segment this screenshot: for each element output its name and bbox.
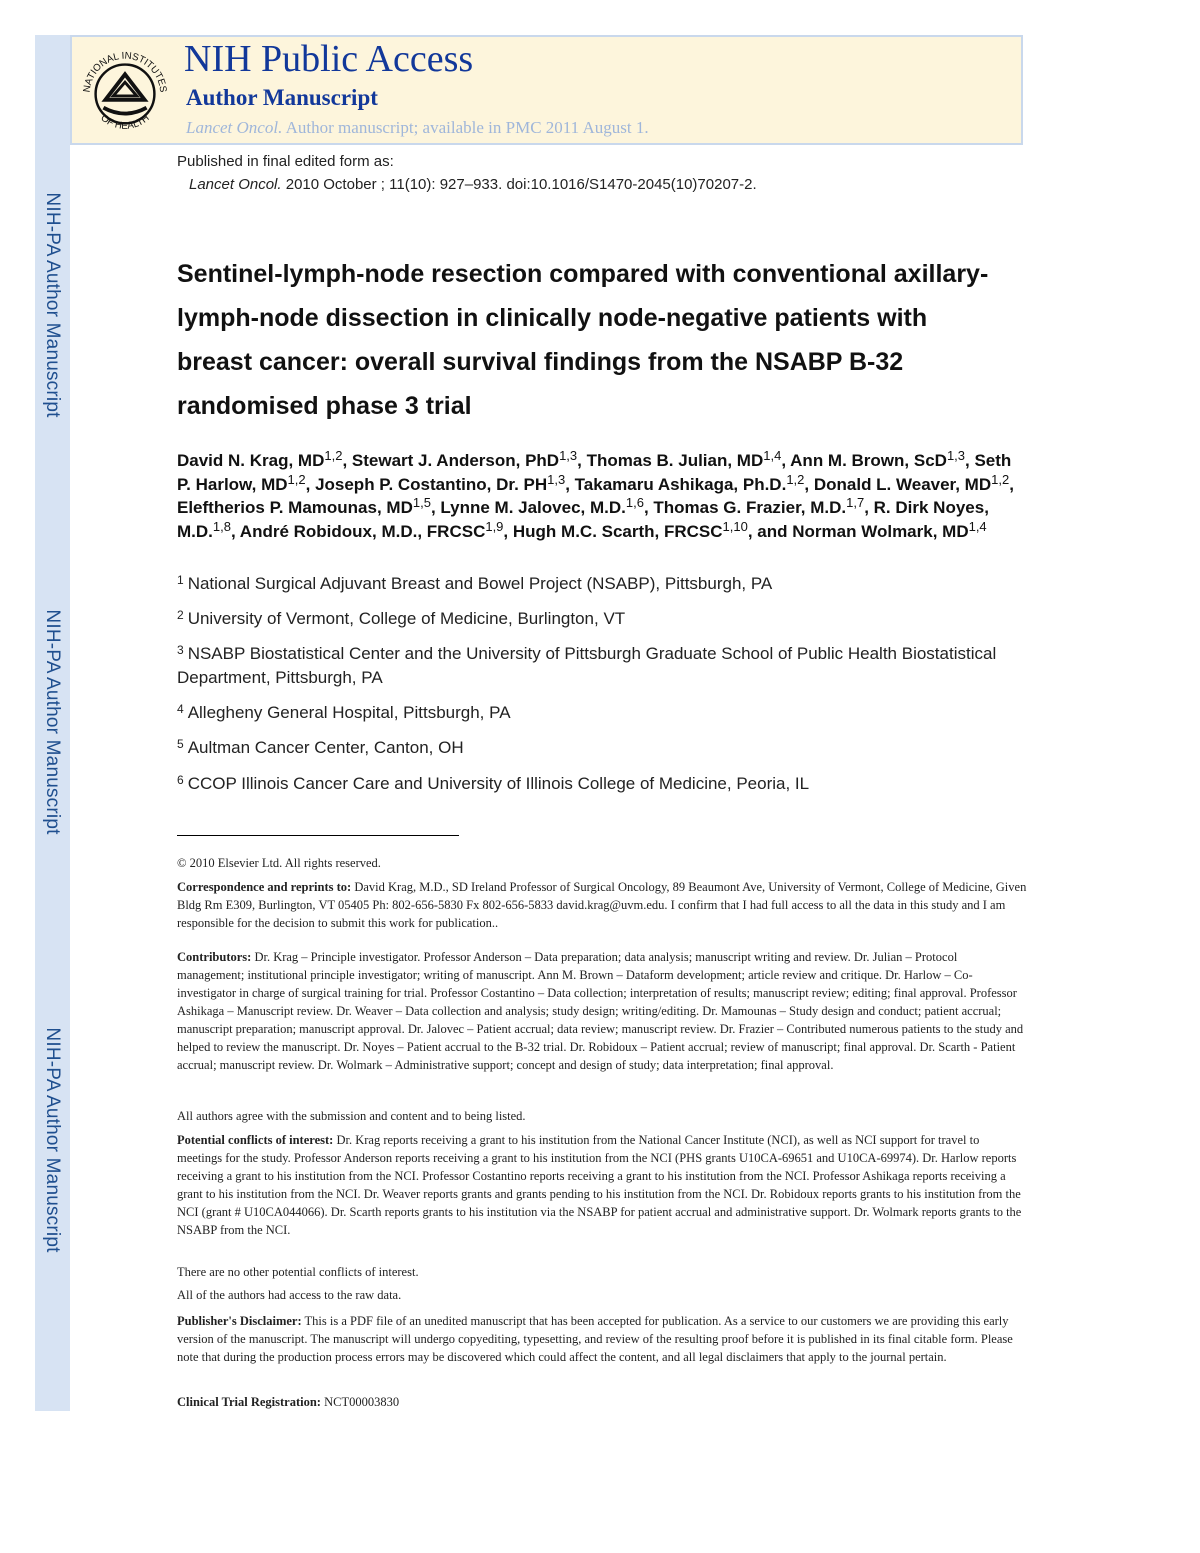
conflicts-text: Dr. Krag reports receiving a grant to his institution from the National Cancer Institute (NCI), as well as NCI support for travel to meetings for the study. Professor Anderson reports receiving a grant to his institution from the NCI (PHS grants U10CA-69651 and U10CA-69974). Dr. Harlow reports receiving a grant to his institution from the NCI. Professor Costantino reports receiving a grant to his institution from the NCI. Professor Ashikaga reports receiving a grant to his institution from the NCI. Dr. Weaver reports grants and grants pending to his institution from the NCI. Dr. Robidoux reports grants to his institution from the NCI (grant # U10CA044066). Dr. Scarth reports grants to his institution via the NSABP for patient accrual and administrative support. Dr. Wolmark reports grants to the NSABP from the NCI. [177,1133,1022,1237]
author-affiliation-marker: 1,3 [559,448,578,463]
trial-registration-text: NCT00003830 [320,1395,400,1409]
nih-seal-icon [76,43,174,141]
author-name: Norman Wolmark, MD [792,521,969,541]
published-journal: Lancet Oncol. [189,176,282,193]
author-affiliation-marker: 1,3 [547,471,566,487]
banner-subtitle: Author Manuscript [186,85,378,110]
author-separator: , [781,451,791,470]
contributors-note [177,948,1027,1074]
published-citation [189,176,757,193]
affiliation-text: University of Vermont, College of Medicine, Burlington, VT [187,609,626,628]
author-affiliation-marker: 1,7 [846,495,865,510]
author-affiliation-marker: 1,5 [412,495,431,510]
author-name: Lynne M. Jalovec, M.D. [440,498,626,517]
banner-citation-rest: Author manuscript; available in PMC 2011 August 1. [282,118,649,137]
disclaimer-text: This is a PDF file of an unedited manuscript that has been accepted for publication. As a service to our customers we are providing this early version of the manuscript. The manuscript will undergo copyediting, typesetting, and review of the resulting proof before it is published in its final citable form. Please note that during the production process errors may be discovered which could affect the content, and all legal disclaimers that apply to the journal pertain. [177,1314,1013,1364]
conflicts-note [177,1131,1027,1239]
author-separator: , [503,521,513,541]
no-conflicts-note: There are no other potential conflicts of interest. [177,1265,419,1279]
correspondence-label: Correspondence and reprints to: [177,880,352,894]
copyright-note: © 2010 Elsevier Ltd. All rights reserved. [177,856,381,870]
author-name: Joseph P. Costantino, Dr. PH [315,474,548,494]
author-name: David N. Krag, MD [177,451,325,470]
author-name: Ann M. Brown, ScD [790,451,947,470]
affiliation [177,736,1017,760]
affiliation-text: National Surgical Adjuvant Breast and Bowel Project (NSABP), Pittsburgh, PA [187,574,773,593]
author-separator: , [643,498,654,517]
author-separator: , [430,498,441,517]
author-separator: , and [747,521,793,541]
footnote-divider [177,835,459,836]
article-title: Sentinel-lymph-node resection compared with conventional axillary-lymph-node dissection in clinically node-negative patients with breast cancer: overall survival findings from the NSABP B-32 randomised phase 3 trial [177,260,989,420]
correspondence-text: David Krag, M.D., SD Ireland Professor of Surgical Oncology, 89 Beaumont Ave, University of Vermont, College of Medicine, Given Bldg Rm E309, Burlington, VT 05405 Ph: 802-656-5830 Fx 802-656-5833 david.krag@uvm.edu. I confirm that I had full access to all the data in this study and I am responsible for the decision to submit this work for publication.. [177,880,1027,930]
svg-text:OF HEALTH: OF HEALTH [98,112,152,132]
banner-citation-journal: Lancet Oncol. [186,118,283,137]
author-affiliation-marker: 1,2 [324,448,343,463]
author-affiliation-marker: 1,8 [212,518,231,534]
nih-banner [70,35,1023,145]
raw-data-note: All of the authors had access to the raw data. [177,1288,402,1302]
author-separator: , [230,521,240,541]
affiliation-number: 3 [177,643,184,657]
author-name: Donald L. Weaver, MD [813,474,992,494]
author-name: Thomas G. Frazier, M.D. [653,498,847,517]
affiliation [177,572,1017,596]
author-affiliation-marker: 1,2 [287,471,306,487]
author-affiliation-marker: 1,4 [763,448,782,463]
contributors-label: Contributors: [177,950,252,964]
affiliation-number: 5 [177,737,184,751]
author-affiliation-marker: 1,4 [968,518,987,534]
banner-title: NIH Public Access [184,38,474,80]
published-label: Published in final edited form as: [177,153,394,170]
author-name: R. Dirk Noyes, M.D. [177,498,989,541]
author-name: Stewart J. Anderson, PhD [351,451,560,470]
affiliation-text: NSABP Biostatistical Center and the University of Pittsburgh Graduate School of Public Health Biostatistical Department, Pittsburgh, PA [177,644,997,687]
author-name: Takamaru Ashikaga, Ph.D. [574,474,787,494]
published-details: 2010 October ; 11(10): 927–933. doi:10.1016/S1470-2045(10)70207-2. [281,176,757,193]
author-separator: , [804,474,814,494]
affiliation-text: Aultman Cancer Center, Canton, OH [187,738,464,757]
trial-registration-note [177,1393,1027,1411]
author-list [177,449,1017,543]
author-separator: , [577,451,587,470]
author-affiliation-marker: 1,9 [485,518,504,534]
contributors-text: Dr. Krag – Principle investigator. Professor Anderson – Data preparation; data analysis; manuscript writing and review. Dr. Julian – Protocol management; institutional principle investigator; writing of manuscript. Ann M. Brown – Dataform development; article review and critique. Dr. Harlow – Co-investigator in charge of surgical training for trial. Professor Costantino – Data collection; interpretation of results; manuscript review; editing; final approval. Professor Ashikaga – Manuscript review. Dr. Weaver – Data collection and analysis; study design; writing/editing. Dr. Mamounas – Study design and conduct; patient accrual; manuscript preparation; manuscript approval. Dr. Jalovec – Patient accrual; data review; manuscript review. Dr. Frazier – Contributed numerous patients to the study and helped to review the manuscript. Dr. Noyes – Patient accrual to the B-32 trial. Dr. Robidoux – Patient accrual; review of manuscript; final approval. Dr. Scarth - Patient accrual; manuscript review. Dr. Wolmark – Administrative support; concept and design of study; data interpretation; final approval. [177,950,1024,1072]
affiliation-text: CCOP Illinois Cancer Care and University of Illinois College of Medicine, Peoria, IL [187,774,810,793]
author-separator: , [1009,474,1014,494]
sidebar-label: NIH-PA Author Manuscript [42,192,63,418]
author-separator: , [864,498,874,517]
sidebar-label: NIH-PA Author Manuscript [42,609,63,835]
sidebar-label: NIH-PA Author Manuscript [42,1027,63,1253]
author-name: André Robidoux, M.D., FRCSC [239,521,486,541]
agreement-note: All authors agree with the submission and content and to being listed. [177,1109,526,1123]
affiliation [177,642,1017,690]
correspondence-note [177,878,1027,932]
affiliation-number: 2 [177,608,184,622]
disclaimer-note [177,1312,1027,1366]
author-name: Eleftherios P. Mamounas, MD [177,498,413,517]
author-separator: , [965,451,975,470]
conflicts-label: Potential conflicts of interest: [177,1133,334,1147]
affiliation [177,607,1017,631]
disclaimer-label: Publisher's Disclaimer: [177,1314,302,1328]
author-name: Hugh M.C. Scarth, FRCSC [512,521,723,541]
affiliation-number: 6 [177,773,184,787]
author-affiliation-marker: 1,2 [991,471,1010,487]
author-separator: , [342,451,352,470]
author-separator: , [565,474,575,494]
affiliation-number: 1 [177,573,184,587]
svg-text:NATIONAL INSTITUTES: NATIONAL INSTITUTES [81,50,169,94]
affiliation [177,701,1017,725]
affiliation-number: 4 [177,702,184,716]
affiliation-text: Allegheny General Hospital, Pittsburgh, PA [187,703,511,722]
banner-citation [186,118,649,138]
author-name: Thomas B. Julian, MD [586,451,764,470]
author-affiliation-marker: 1,6 [625,495,644,510]
author-affiliation-marker: 1,3 [946,448,966,463]
author-separator: , [305,474,316,494]
affiliation [177,772,1017,796]
author-affiliation-marker: 1,10 [722,518,748,534]
trial-registration-label: Clinical Trial Registration: [177,1395,321,1409]
author-name: Seth P. Harlow, MD [177,451,1012,494]
author-affiliation-marker: 1,2 [786,471,805,487]
